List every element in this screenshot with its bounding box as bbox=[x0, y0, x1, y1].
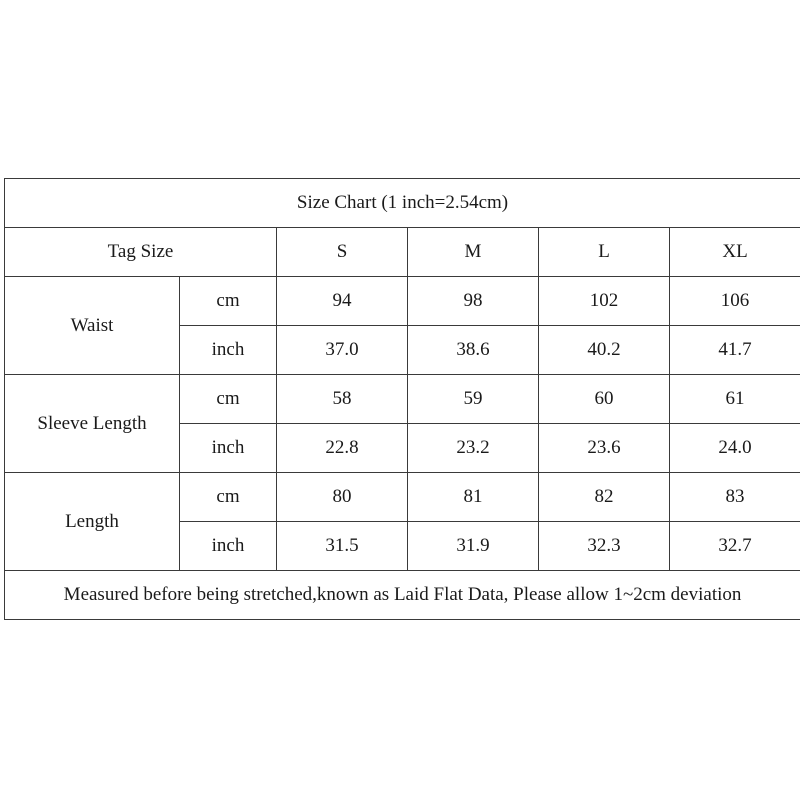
unit-label: inch bbox=[180, 522, 277, 571]
table-cell: 98 bbox=[408, 277, 539, 326]
table-cell: 81 bbox=[408, 473, 539, 522]
unit-label: inch bbox=[180, 424, 277, 473]
table-cell: 32.7 bbox=[670, 522, 800, 571]
measure-label-length: Length bbox=[5, 473, 180, 571]
table-cell: 40.2 bbox=[539, 326, 670, 375]
table-cell: 106 bbox=[670, 277, 800, 326]
size-header-l: L bbox=[539, 228, 670, 277]
table-cell: 59 bbox=[408, 375, 539, 424]
table-cell: 37.0 bbox=[277, 326, 408, 375]
table-cell: 31.5 bbox=[277, 522, 408, 571]
table-cell: 23.2 bbox=[408, 424, 539, 473]
table-cell: 24.0 bbox=[670, 424, 800, 473]
measurement-note: Measured before being stretched,known as Laid Flat Data, Please allow 1~2cm deviation bbox=[5, 571, 800, 620]
unit-label: cm bbox=[180, 473, 277, 522]
table-cell: 22.8 bbox=[277, 424, 408, 473]
table-cell: 23.6 bbox=[539, 424, 670, 473]
table-cell: 32.3 bbox=[539, 522, 670, 571]
table-cell: 60 bbox=[539, 375, 670, 424]
chart-title: Size Chart (1 inch=2.54cm) bbox=[5, 179, 800, 228]
measure-label-sleeve-length: Sleeve Length bbox=[5, 375, 180, 473]
table-cell: 61 bbox=[670, 375, 800, 424]
measure-label-waist: Waist bbox=[5, 277, 180, 375]
table-cell: 80 bbox=[277, 473, 408, 522]
tag-size-label: Tag Size bbox=[5, 228, 277, 277]
size-header-m: M bbox=[408, 228, 539, 277]
table-row bbox=[5, 473, 800, 522]
size-header-s: S bbox=[277, 228, 408, 277]
table-cell: 58 bbox=[277, 375, 408, 424]
table-cell: 94 bbox=[277, 277, 408, 326]
table-cell: 102 bbox=[539, 277, 670, 326]
table-cell: 31.9 bbox=[408, 522, 539, 571]
unit-label: cm bbox=[180, 375, 277, 424]
size-header-xl: XL bbox=[670, 228, 800, 277]
table-cell: 83 bbox=[670, 473, 800, 522]
header-row bbox=[5, 228, 800, 277]
table-cell: 41.7 bbox=[670, 326, 800, 375]
note-row bbox=[5, 571, 800, 620]
unit-label: cm bbox=[180, 277, 277, 326]
title-row bbox=[5, 179, 800, 228]
table-row bbox=[5, 277, 800, 326]
unit-label: inch bbox=[180, 326, 277, 375]
table-cell: 82 bbox=[539, 473, 670, 522]
size-chart-table bbox=[4, 178, 800, 620]
table-row bbox=[5, 375, 800, 424]
table-cell: 38.6 bbox=[408, 326, 539, 375]
